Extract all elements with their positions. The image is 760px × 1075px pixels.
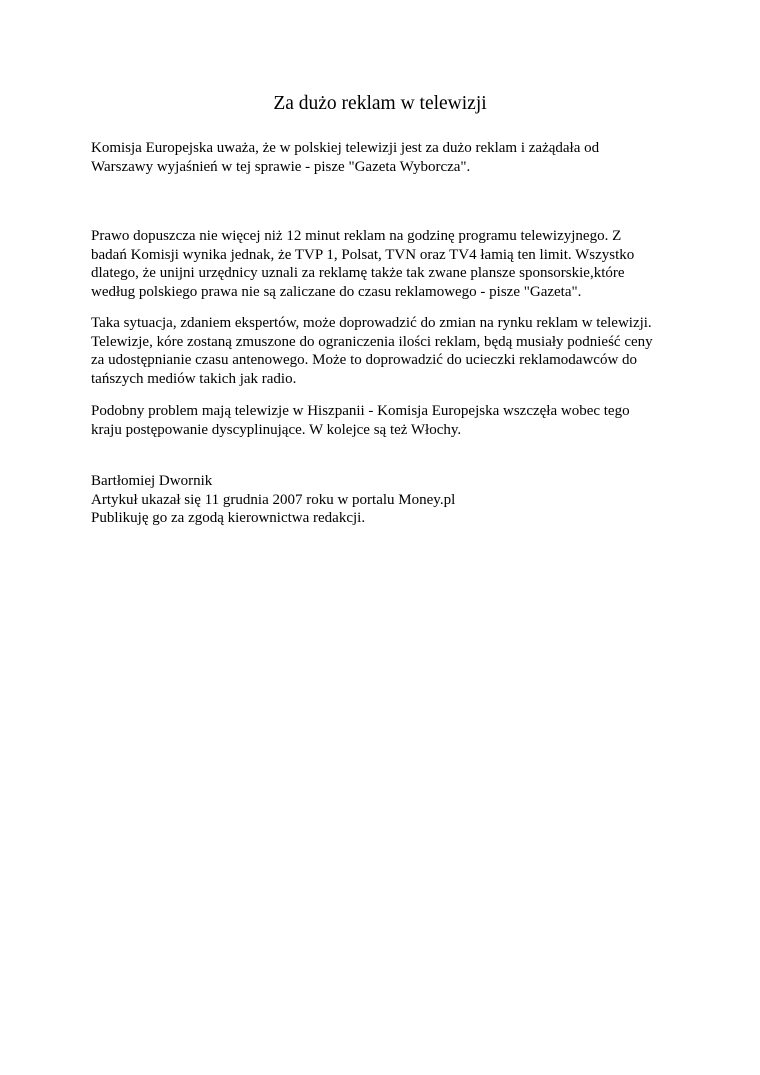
- paragraph-law: [91, 227, 681, 301]
- paragraph-intro: [91, 139, 681, 176]
- document-title: Za dużo reklam w telewizji: [273, 93, 487, 114]
- text-line: Telewizje, kóre zostaną zmuszone do ograniczenia ilości reklam, będą musiały podnieść ceny: [91, 333, 653, 350]
- text-line: badań Komisji wynika jednak, że TVP 1, Polsat, TVN oraz TV4 łamią ten limit. Wszystko: [91, 246, 635, 263]
- text-line: według polskiego prawa nie są zaliczane do czasu reklamowego - pisze "Gazeta".: [91, 283, 582, 300]
- signature-block: [91, 472, 681, 528]
- text-line: Podobny problem mają telewizje w Hiszpanii - Komisja Europejska wszczęła wobec tego: [91, 403, 630, 419]
- permission-note: Publikuję go za zgodą kierownictwa redakcji.: [91, 510, 366, 526]
- paragraph-spain: [91, 402, 681, 439]
- author-name: Bartłomiej Dwornik: [91, 473, 213, 489]
- text-line: kraju postępowanie dyscyplinujące. W kolejce są też Włochy.: [91, 421, 462, 438]
- text-line: za udostępnianie czasu antenowego. Może to doprowadzić do ucieczki reklamodawców do: [91, 352, 638, 368]
- text-line: Taka sytuacja, zdaniem ekspertów, może doprowadzić do zmian na rynku reklam w telewizji.: [91, 315, 652, 331]
- text-line: dlatego, że unijni urzędnicy uznali za reklamę także tak zwane plansze sponsorskie,które: [91, 265, 625, 281]
- text-line: Prawo dopuszcza nie więcej niż 12 minut reklam na godzinę programu telewizyjnego. Z: [91, 228, 622, 244]
- text-line: Warszawy wyjaśnień w tej sprawie - pisze "Gazeta Wyborcza".: [91, 158, 471, 175]
- text-line: tańszych mediów takich jak radio.: [91, 370, 297, 387]
- source-note: Artykuł ukazał się 11 grudnia 2007 roku w portalu Money.pl: [91, 491, 456, 508]
- text-line: Komisja Europejska uważa, że w polskiej telewizji jest za dużo reklam i zażądała od: [91, 140, 600, 156]
- paragraph-experts: [91, 314, 681, 388]
